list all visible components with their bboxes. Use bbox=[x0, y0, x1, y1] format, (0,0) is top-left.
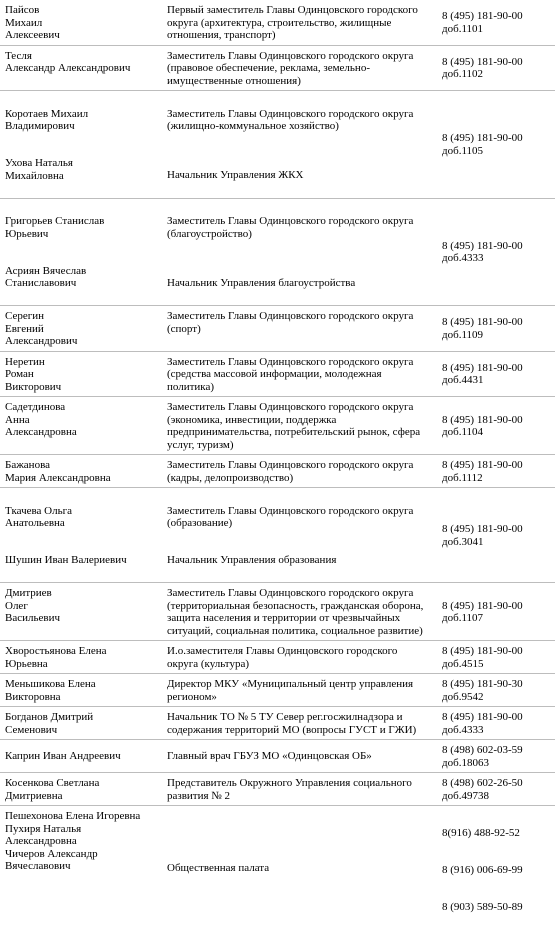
position-group bbox=[163, 91, 436, 199]
position-text: Заместитель Главы Одинцовского городского округа (спорт) bbox=[163, 306, 436, 352]
position-text: Общественная палата bbox=[167, 861, 270, 874]
position-text: Директор МКУ «Муниципальный центр управления регионом» bbox=[163, 674, 436, 707]
person-name: Пешехонова Елена Игоревна Пухиря Наталья Александровна Чичеров Александр Вячеславович bbox=[5, 810, 141, 872]
phone-number: 8 (495) 181-90-00 доб.1101 bbox=[436, 0, 555, 45]
table-row bbox=[0, 641, 555, 674]
table-row bbox=[0, 0, 555, 45]
position-text: Начальник Управления ЖКХ bbox=[167, 169, 304, 181]
person-name-group bbox=[0, 198, 163, 306]
phone-number: 8 (495) 181-90-00 доб.3041 bbox=[436, 488, 555, 583]
table-row bbox=[0, 773, 555, 806]
position-text: Начальник Управления образования bbox=[167, 554, 337, 566]
position-text: Представитель Окружного Управления социального развития № 2 bbox=[163, 773, 436, 806]
phone-number: 8 (495) 181-90-00 доб.1102 bbox=[436, 45, 555, 91]
person-name: Серегин Евгений Александрович bbox=[0, 306, 163, 352]
person-name: Садетдинова Анна Александровна bbox=[0, 397, 163, 455]
phone-number: 8 (495) 181-90-00 доб.4515 bbox=[436, 641, 555, 674]
position-text: Заместитель Главы Одинцовского городского округа (правовое обеспечение, реклама, земельно- имущественные отношения) bbox=[163, 45, 436, 91]
phone-group bbox=[436, 806, 555, 929]
table-row bbox=[0, 91, 555, 199]
position-text: Заместитель Главы Одинцовского городского округа (образование) bbox=[167, 504, 414, 529]
phone-number: 8 (495) 181-90-00 доб.1112 bbox=[436, 455, 555, 488]
person-name: Дмитриев Олег Васильевич bbox=[0, 583, 163, 641]
position-text: Первый заместитель Главы Одинцовского городского округа (архитектура, строительство, жилищные отношения, транспорт) bbox=[163, 0, 436, 45]
person-name: Богданов Дмитрий Семенович bbox=[0, 707, 163, 740]
table-row bbox=[0, 455, 555, 488]
table-row bbox=[0, 583, 555, 641]
table-row bbox=[0, 45, 555, 91]
table-row bbox=[0, 707, 555, 740]
person-name: Бажанова Мария Александровна bbox=[0, 455, 163, 488]
table-row bbox=[0, 806, 555, 929]
person-name: Хворостьянова Елена Юрьевна bbox=[0, 641, 163, 674]
position-text: Заместитель Главы Одинцовского городского округа (экономика, инвестиции, поддержка предпринимательства, потребительский рынок, сфера услуг, туризм) bbox=[163, 397, 436, 455]
person-name-group bbox=[0, 91, 163, 199]
phone-number: 8 (495) 181-90-00 доб.1104 bbox=[436, 397, 555, 455]
position-text: Заместитель Главы Одинцовского городского округа (средства массовой информации, молодежная политика) bbox=[163, 351, 436, 397]
position-text: Заместитель Главы Одинцовского городского округа (кадры, делопроизводство) bbox=[163, 455, 436, 488]
table-row bbox=[0, 198, 555, 306]
position-text: Начальник Управления благоустройства bbox=[167, 276, 356, 289]
position-text: Начальник ТО № 5 ТУ Север рег.госжилнадзора и содержания территорий МО (вопросы ГУСТ и ГЖИ) bbox=[163, 707, 436, 740]
person-name: Меньшикова Елена Викторовна bbox=[0, 674, 163, 707]
phone-number: 8 (495) 181-90-00 доб.4431 bbox=[436, 351, 555, 397]
position-text: Заместитель Главы Одинцовского городского округа (благоустройство) bbox=[167, 215, 414, 240]
table-row bbox=[0, 306, 555, 352]
person-name: Косенкова Светлана Дмитриевна bbox=[0, 773, 163, 806]
phone-number: 8 (916) 006-69-99 bbox=[442, 863, 523, 876]
person-name: Тесля Александр Александрович bbox=[0, 45, 163, 91]
phone-number: 8 (495) 181-90-00 доб.1109 bbox=[436, 306, 555, 352]
phone-number: 8 (498) 602-03-59 доб.18063 bbox=[436, 740, 555, 773]
phone-number: 8 (495) 181-90-00 доб.4333 bbox=[436, 707, 555, 740]
table-row bbox=[0, 488, 555, 583]
phone-number: 8 (903) 589-50-89 bbox=[442, 900, 523, 913]
person-name-group bbox=[0, 488, 163, 583]
phone-number: 8 (498) 602-26-50 доб.49738 bbox=[436, 773, 555, 806]
position-group bbox=[163, 198, 436, 306]
person-name: Григорьев Станислав Юрьевич bbox=[5, 215, 105, 240]
phone-number: 8(916) 488-92-52 bbox=[442, 826, 520, 839]
phone-number: 8 (495) 181-90-30 доб.9542 bbox=[436, 674, 555, 707]
person-name: Шушин Иван Валериевич bbox=[5, 554, 127, 566]
position-text: Заместитель Главы Одинцовского городского округа (жилищно-коммунальное хозяйство) bbox=[167, 107, 414, 132]
position-text: Заместитель Главы Одинцовского городского округа (территориальная безопасность, гражданская оборона, защита населения и территории от чрезвычайных ситуаций, социальная политика, социальное развитие) bbox=[163, 583, 436, 641]
position-text: Главный врач ГБУЗ МО «Одинцовская ОБ» bbox=[163, 740, 436, 773]
phone-number: 8 (495) 181-90-00 доб.4333 bbox=[436, 198, 555, 306]
table-row bbox=[0, 351, 555, 397]
person-name: Каприн Иван Андреевич bbox=[0, 740, 163, 773]
position-text: И.о.заместителя Главы Одинцовского городского округа (культура) bbox=[163, 641, 436, 674]
phone-number: 8 (495) 181-90-00 доб.1105 bbox=[436, 91, 555, 199]
person-name: Пайсов Михаил Алексеевич bbox=[0, 0, 163, 45]
person-name: Ухова Наталья Михайловна bbox=[5, 157, 73, 182]
position-group bbox=[163, 488, 436, 583]
table-row bbox=[0, 397, 555, 455]
person-name: Коротаев Михаил Владимирович bbox=[5, 107, 89, 132]
phone-number: 8 (495) 181-90-00 доб.1107 bbox=[436, 583, 555, 641]
person-name: Ткачева Ольга Анатольевна bbox=[5, 504, 73, 529]
table-row bbox=[0, 674, 555, 707]
table-row bbox=[0, 740, 555, 773]
person-name: Неретин Роман Викторович bbox=[0, 351, 163, 397]
person-name: Асриян Вячеслав Станиславович bbox=[5, 264, 87, 289]
